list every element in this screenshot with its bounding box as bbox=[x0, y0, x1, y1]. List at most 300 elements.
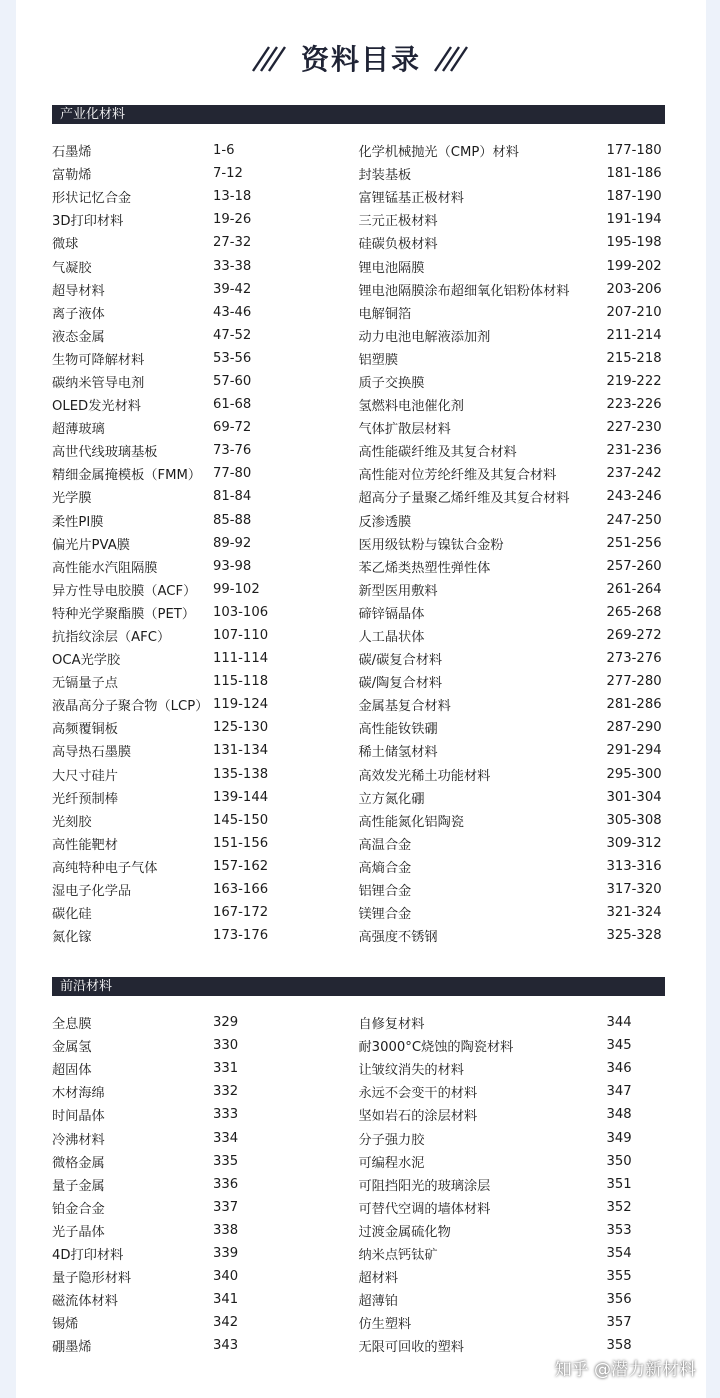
list-item bbox=[52, 324, 359, 347]
material-name: 金属氢 bbox=[52, 1040, 92, 1056]
page-range: 99-102 bbox=[213, 581, 260, 597]
list-item bbox=[52, 1219, 359, 1242]
material-name: 超薄铂 bbox=[358, 1294, 399, 1310]
material-name: 冷沸材料 bbox=[52, 1132, 105, 1148]
page-header bbox=[16, 38, 706, 78]
list-item bbox=[52, 485, 359, 508]
material-name: 高性能氮化铝陶瓷 bbox=[358, 814, 464, 830]
list-item bbox=[359, 1034, 666, 1057]
page-range: 13-18 bbox=[213, 189, 252, 205]
material-name: 微球 bbox=[52, 237, 79, 253]
page-range: 247-250 bbox=[606, 512, 662, 528]
material-name: 高熵合金 bbox=[358, 860, 412, 876]
material-name: 三元正极材料 bbox=[358, 214, 438, 230]
material-name: 高强度不锈钢 bbox=[358, 930, 438, 946]
list-item bbox=[52, 462, 359, 485]
list-item bbox=[359, 693, 666, 716]
material-name: 柔性PI膜 bbox=[52, 514, 104, 530]
material-name: 新型医用敷料 bbox=[358, 583, 438, 599]
page-range: 85-88 bbox=[213, 512, 252, 528]
list-item bbox=[359, 1196, 666, 1219]
material-name: 偏光片PVA膜 bbox=[52, 537, 130, 553]
list-item bbox=[52, 555, 359, 578]
page-range: 163-166 bbox=[213, 882, 269, 898]
list-item bbox=[359, 347, 666, 370]
list-item bbox=[52, 301, 359, 324]
list-item bbox=[359, 416, 666, 439]
page-range: 356 bbox=[606, 1292, 632, 1308]
page-range: 301-304 bbox=[606, 789, 662, 805]
material-name: 耐3000°C烧蚀的陶瓷材料 bbox=[358, 1040, 514, 1056]
material-name: 光刻胶 bbox=[52, 814, 92, 830]
material-name: 稀土储氢材料 bbox=[358, 745, 438, 761]
list-item bbox=[52, 1242, 359, 1265]
list-item bbox=[52, 231, 359, 254]
page-range: 331 bbox=[213, 1061, 239, 1077]
list-item bbox=[359, 301, 666, 324]
page-range: 195-198 bbox=[606, 235, 662, 251]
list-item bbox=[52, 832, 359, 855]
list-item bbox=[52, 647, 359, 670]
page-range: 77-80 bbox=[213, 466, 252, 482]
material-name: 硼墨烯 bbox=[52, 1340, 92, 1356]
material-name: 气体扩散层材料 bbox=[358, 422, 451, 438]
list-item bbox=[359, 855, 666, 878]
list-item bbox=[359, 1288, 666, 1311]
page-range: 350 bbox=[606, 1153, 632, 1169]
material-name: 高纯特种电子气体 bbox=[52, 860, 158, 876]
list-item bbox=[52, 1080, 359, 1103]
section-industrial-materials bbox=[52, 105, 665, 947]
page-range: 338 bbox=[213, 1222, 239, 1238]
list-item bbox=[359, 670, 666, 693]
page-range: 337 bbox=[213, 1199, 239, 1215]
section-header: 前沿材料 bbox=[52, 977, 665, 996]
material-name: 气凝胶 bbox=[52, 260, 92, 276]
list-item bbox=[359, 278, 666, 301]
page-range: 339 bbox=[213, 1245, 239, 1261]
page-range: 135-138 bbox=[213, 766, 269, 782]
list-item bbox=[52, 185, 359, 208]
list-item bbox=[359, 509, 666, 532]
page-range: 295-300 bbox=[606, 766, 662, 782]
material-name: 形状记忆合金 bbox=[52, 191, 132, 207]
material-name: 氮化镓 bbox=[52, 930, 92, 946]
list-item bbox=[52, 601, 359, 624]
material-name: 高温合金 bbox=[358, 837, 412, 853]
page-range: 215-218 bbox=[606, 350, 662, 366]
list-item bbox=[359, 739, 666, 762]
material-name: 生物可降解材料 bbox=[52, 352, 145, 368]
material-name: 光纤预制棒 bbox=[52, 791, 118, 807]
material-name: 铝锂合金 bbox=[358, 884, 412, 900]
list-item bbox=[359, 231, 666, 254]
list-item bbox=[359, 901, 666, 924]
material-name: 精细金属掩模板（FMM） bbox=[52, 468, 202, 484]
page-range: 237-242 bbox=[606, 466, 662, 482]
page-range: 207-210 bbox=[606, 304, 662, 320]
section-columns bbox=[52, 139, 665, 947]
page-range: 223-226 bbox=[606, 397, 662, 413]
list-item bbox=[359, 809, 666, 832]
list-item bbox=[52, 1103, 359, 1126]
list-item bbox=[52, 1288, 359, 1311]
material-name: 质子交换膜 bbox=[358, 375, 425, 391]
list-item bbox=[52, 693, 359, 716]
material-name: 液晶高分子聚合物（LCP） bbox=[52, 699, 209, 715]
left-column bbox=[52, 139, 359, 947]
list-item bbox=[359, 716, 666, 739]
list-item bbox=[359, 647, 666, 670]
page-range: 103-106 bbox=[213, 604, 269, 620]
material-name: 仿生塑料 bbox=[358, 1317, 412, 1333]
list-item bbox=[359, 878, 666, 901]
page-range: 187-190 bbox=[606, 189, 662, 205]
page-range: 351 bbox=[606, 1176, 632, 1192]
material-name: 无镉量子点 bbox=[52, 676, 118, 692]
page-range: 265-268 bbox=[606, 604, 662, 620]
list-item bbox=[52, 809, 359, 832]
page-range: 93-98 bbox=[213, 558, 252, 574]
material-name: 富锂锰基正极材料 bbox=[358, 191, 464, 207]
material-name: 大尺寸硅片 bbox=[52, 768, 118, 784]
page-range: 39-42 bbox=[213, 281, 252, 297]
material-name: 3D打印材料 bbox=[52, 214, 124, 230]
material-name: 反渗透膜 bbox=[358, 514, 412, 530]
material-name: 磁流体材料 bbox=[52, 1294, 118, 1310]
page-range: 173-176 bbox=[213, 928, 269, 944]
page-range: 191-194 bbox=[606, 212, 662, 228]
list-item bbox=[359, 1126, 666, 1149]
page-range: 317-320 bbox=[606, 882, 662, 898]
page-range: 352 bbox=[606, 1199, 632, 1215]
page-range: 354 bbox=[606, 1245, 632, 1261]
page-range: 325-328 bbox=[606, 928, 662, 944]
material-name: 永远不会变干的材料 bbox=[358, 1086, 478, 1102]
list-item bbox=[52, 924, 359, 947]
material-name: 碳/碳复合材料 bbox=[358, 653, 443, 669]
page-range: 333 bbox=[213, 1107, 239, 1123]
page-range: 1-6 bbox=[213, 143, 235, 159]
page-range: 313-316 bbox=[606, 858, 662, 874]
page-range: 329 bbox=[213, 1015, 239, 1031]
page-range: 145-150 bbox=[213, 812, 269, 828]
list-item bbox=[359, 1057, 666, 1080]
section-columns bbox=[52, 1011, 665, 1357]
right-column bbox=[359, 1011, 666, 1357]
material-name: 高频覆铜板 bbox=[52, 722, 118, 738]
list-item bbox=[359, 162, 666, 185]
page-range: 349 bbox=[606, 1130, 632, 1146]
page-range: 281-286 bbox=[606, 697, 662, 713]
material-name: 高性能钕铁硼 bbox=[358, 722, 438, 738]
material-name: 石墨烯 bbox=[52, 145, 92, 161]
material-name: 超薄玻璃 bbox=[52, 422, 105, 438]
page-range: 131-134 bbox=[213, 743, 269, 759]
page-range: 340 bbox=[213, 1269, 239, 1285]
material-name: 锂电池隔膜 bbox=[358, 260, 425, 276]
page-range: 341 bbox=[213, 1292, 239, 1308]
material-name: 过渡金属硫化物 bbox=[358, 1224, 451, 1240]
material-name: 分子强力胶 bbox=[358, 1132, 425, 1148]
list-item bbox=[359, 578, 666, 601]
material-name: 医用级钛粉与镍钛合金粉 bbox=[358, 537, 504, 553]
list-item bbox=[359, 393, 666, 416]
page-range: 33-38 bbox=[213, 258, 252, 274]
material-name: 可阻挡阳光的玻璃涂层 bbox=[358, 1178, 491, 1194]
material-name: 高导热石墨膜 bbox=[52, 745, 132, 761]
material-name: 超材料 bbox=[358, 1271, 399, 1287]
list-item bbox=[359, 555, 666, 578]
page-range: 69-72 bbox=[213, 420, 252, 436]
material-name: 人工晶状体 bbox=[358, 630, 425, 646]
list-item bbox=[52, 763, 359, 786]
page-range: 81-84 bbox=[213, 489, 252, 505]
material-name: 铝塑膜 bbox=[358, 352, 399, 368]
list-item bbox=[52, 439, 359, 462]
page-range: 321-324 bbox=[606, 905, 662, 921]
page-range: 203-206 bbox=[606, 281, 662, 297]
page-range: 115-118 bbox=[213, 674, 269, 690]
material-name: 抗指纹涂层（AFC） bbox=[52, 630, 171, 646]
material-name: 离子液体 bbox=[52, 306, 105, 322]
list-item bbox=[359, 254, 666, 277]
material-name: 可替代空调的墙体材料 bbox=[358, 1201, 491, 1217]
material-name: 自修复材料 bbox=[358, 1017, 425, 1033]
page-range: 345 bbox=[606, 1038, 632, 1054]
list-item bbox=[359, 324, 666, 347]
page-range: 332 bbox=[213, 1084, 239, 1100]
list-item bbox=[52, 878, 359, 901]
list-item bbox=[359, 439, 666, 462]
material-name: 电解铜箔 bbox=[358, 306, 412, 322]
list-item bbox=[52, 1265, 359, 1288]
list-item bbox=[359, 485, 666, 508]
material-name: 超导材料 bbox=[52, 283, 105, 299]
page-range: 287-290 bbox=[606, 720, 662, 736]
material-name: 异方性导电胶膜（ACF） bbox=[52, 583, 197, 599]
list-item bbox=[359, 601, 666, 624]
list-item bbox=[52, 1334, 359, 1357]
list-item bbox=[52, 139, 359, 162]
material-name: 高性能碳纤维及其复合材料 bbox=[358, 445, 517, 461]
material-name: 让皱纹消失的材料 bbox=[358, 1063, 464, 1079]
page-range: 219-222 bbox=[606, 373, 662, 389]
right-column bbox=[359, 139, 666, 947]
material-name: 湿电子化学品 bbox=[52, 884, 132, 900]
page-range: 358 bbox=[606, 1338, 632, 1354]
material-name: 可编程水泥 bbox=[358, 1155, 425, 1171]
title-group bbox=[249, 38, 473, 78]
page-range: 336 bbox=[213, 1176, 239, 1192]
page-range: 346 bbox=[606, 1061, 632, 1077]
material-name: 苯乙烯类热塑性弹性体 bbox=[358, 560, 491, 576]
material-name: 镁锂合金 bbox=[358, 907, 412, 923]
list-item bbox=[359, 532, 666, 555]
page-range: 344 bbox=[606, 1015, 632, 1031]
list-item bbox=[52, 532, 359, 555]
page-range: 107-110 bbox=[213, 628, 269, 644]
watermark-text: 知乎 @潜力新材料 bbox=[554, 1360, 696, 1380]
list-item bbox=[52, 1311, 359, 1334]
material-name: 木材海绵 bbox=[52, 1086, 105, 1102]
material-name: 特种光学聚酯膜（PET） bbox=[52, 606, 196, 622]
page-range: 57-60 bbox=[213, 373, 252, 389]
material-name: 光子晶体 bbox=[52, 1224, 105, 1240]
material-name: 4D打印材料 bbox=[52, 1247, 124, 1263]
page-range: 357 bbox=[606, 1315, 632, 1331]
list-item bbox=[52, 855, 359, 878]
material-name: 化学机械抛光（CMP）材料 bbox=[358, 145, 519, 161]
page-range: 334 bbox=[213, 1130, 239, 1146]
list-item bbox=[359, 1311, 666, 1334]
page-range: 343 bbox=[213, 1338, 239, 1354]
material-name: 超高分子量聚乙烯纤维及其复合材料 bbox=[358, 491, 570, 507]
page-range: 199-202 bbox=[606, 258, 662, 274]
page-range: 291-294 bbox=[606, 743, 662, 759]
section-frontier-materials bbox=[52, 977, 665, 1357]
list-item bbox=[52, 509, 359, 532]
list-item bbox=[359, 1150, 666, 1173]
material-name: 硅碳负极材料 bbox=[358, 237, 438, 253]
double-slash-icon bbox=[431, 43, 473, 73]
material-name: 高性能水汽阻隔膜 bbox=[52, 560, 158, 576]
material-name: 液态金属 bbox=[52, 329, 105, 345]
page-range: 177-180 bbox=[606, 143, 662, 159]
material-name: 高性能对位芳纶纤维及其复合材料 bbox=[358, 468, 557, 484]
page-range: 342 bbox=[213, 1315, 239, 1331]
watermark bbox=[555, 1355, 696, 1380]
list-item bbox=[359, 139, 666, 162]
list-item bbox=[359, 1265, 666, 1288]
page-range: 125-130 bbox=[213, 720, 269, 736]
list-item bbox=[52, 278, 359, 301]
page-range: 335 bbox=[213, 1153, 239, 1169]
list-item bbox=[52, 162, 359, 185]
material-name: 富勒烯 bbox=[52, 168, 92, 184]
page-range: 119-124 bbox=[213, 697, 269, 713]
material-name: 高世代线玻璃基板 bbox=[52, 445, 158, 461]
page-range: 61-68 bbox=[213, 397, 252, 413]
list-item bbox=[52, 578, 359, 601]
page-range: 348 bbox=[606, 1107, 632, 1123]
list-item bbox=[52, 208, 359, 231]
material-name: OLED发光材料 bbox=[52, 399, 141, 415]
page-range: 73-76 bbox=[213, 443, 252, 459]
material-name: OCA光学胶 bbox=[52, 653, 121, 669]
list-item bbox=[52, 1057, 359, 1080]
material-name: 超固体 bbox=[52, 1063, 92, 1079]
list-item bbox=[52, 1126, 359, 1149]
list-item bbox=[359, 1334, 666, 1357]
left-column bbox=[52, 1011, 359, 1357]
list-item bbox=[359, 624, 666, 647]
page-range: 43-46 bbox=[213, 304, 252, 320]
list-item bbox=[359, 1103, 666, 1126]
section-header: 产业化材料 bbox=[52, 105, 665, 124]
page-range: 139-144 bbox=[213, 789, 269, 805]
page-range: 269-272 bbox=[606, 628, 662, 644]
material-name: 高效发光稀土功能材料 bbox=[358, 768, 491, 784]
page-range: 151-156 bbox=[213, 835, 269, 851]
page-range: 181-186 bbox=[606, 166, 662, 182]
material-name: 氢燃料电池催化剂 bbox=[358, 399, 464, 415]
list-item bbox=[359, 1242, 666, 1265]
page-range: 257-260 bbox=[606, 558, 662, 574]
material-name: 锡烯 bbox=[52, 1317, 79, 1333]
page-range: 330 bbox=[213, 1038, 239, 1054]
catalog-page bbox=[16, 0, 706, 1398]
list-item bbox=[359, 832, 666, 855]
list-item bbox=[359, 370, 666, 393]
list-item bbox=[52, 624, 359, 647]
list-item bbox=[52, 393, 359, 416]
material-name: 碳化硅 bbox=[52, 907, 92, 923]
page-range: 305-308 bbox=[606, 812, 662, 828]
page-range: 211-214 bbox=[606, 327, 662, 343]
list-item bbox=[52, 786, 359, 809]
material-name: 铂金合金 bbox=[52, 1201, 105, 1217]
list-item bbox=[52, 1034, 359, 1057]
page-range: 167-172 bbox=[213, 905, 269, 921]
page-range: 347 bbox=[606, 1084, 632, 1100]
page-range: 243-246 bbox=[606, 489, 662, 505]
material-name: 封装基板 bbox=[358, 168, 412, 184]
page-range: 157-162 bbox=[213, 858, 269, 874]
page-range: 111-114 bbox=[213, 651, 269, 667]
list-item bbox=[359, 462, 666, 485]
list-item bbox=[359, 185, 666, 208]
page-range: 355 bbox=[606, 1269, 632, 1285]
page-title: 资料目录 bbox=[300, 43, 421, 76]
page-range: 273-276 bbox=[606, 651, 662, 667]
page-range: 251-256 bbox=[606, 535, 662, 551]
page-range: 227-230 bbox=[606, 420, 662, 436]
material-name: 金属基复合材料 bbox=[358, 699, 451, 715]
list-item bbox=[359, 1011, 666, 1034]
page-range: 47-52 bbox=[213, 327, 252, 343]
list-item bbox=[52, 370, 359, 393]
list-item bbox=[52, 1196, 359, 1219]
material-name: 量子隐形材料 bbox=[52, 1271, 132, 1287]
list-item bbox=[52, 1011, 359, 1034]
page-range: 19-26 bbox=[213, 212, 252, 228]
material-name: 全息膜 bbox=[52, 1017, 92, 1033]
list-item bbox=[52, 670, 359, 693]
list-item bbox=[359, 208, 666, 231]
list-item bbox=[52, 254, 359, 277]
material-name: 高性能靶材 bbox=[52, 837, 118, 853]
page-range: 27-32 bbox=[213, 235, 252, 251]
material-name: 坚如岩石的涂层材料 bbox=[358, 1109, 478, 1125]
page-range: 231-236 bbox=[606, 443, 662, 459]
page-range: 277-280 bbox=[606, 674, 662, 690]
list-item bbox=[52, 901, 359, 924]
page-range: 53-56 bbox=[213, 350, 252, 366]
material-name: 时间晶体 bbox=[52, 1109, 105, 1125]
material-name: 动力电池电解液添加剂 bbox=[358, 329, 491, 345]
material-name: 立方氮化硼 bbox=[358, 791, 425, 807]
list-item bbox=[52, 716, 359, 739]
double-slash-icon bbox=[249, 43, 291, 73]
list-item bbox=[52, 416, 359, 439]
list-item bbox=[52, 1150, 359, 1173]
list-item bbox=[359, 1173, 666, 1196]
material-name: 光学膜 bbox=[52, 491, 92, 507]
page-range: 89-92 bbox=[213, 535, 252, 551]
material-name: 量子金属 bbox=[52, 1178, 105, 1194]
list-item bbox=[52, 1173, 359, 1196]
